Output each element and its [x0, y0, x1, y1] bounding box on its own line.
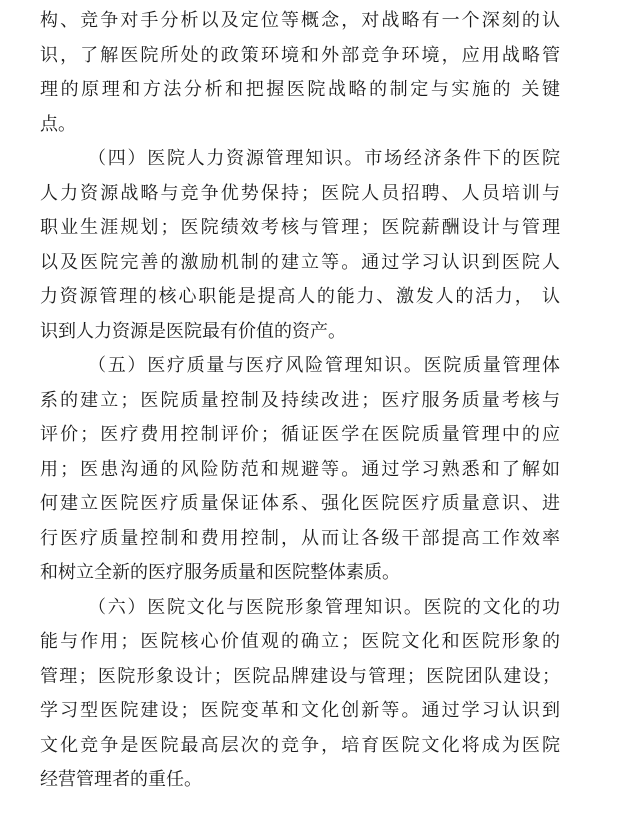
text-line: 能与作用；医院核心价值观的确立；医院文化和医院形象的 [40, 631, 560, 652]
text-line: 文化竞争是医院最高层次的竞争，培育医院文化将成为医院 [40, 734, 560, 756]
text-line: 人力资源战略与竞争优势保持；医院人员招聘、人员培训与 [40, 182, 560, 204]
text-line: 经营管理者的重任。 [40, 769, 202, 790]
text-line: 识，了解医院所处的政策环境和外部竞争环境，应用战略管 [40, 44, 560, 66]
text-line: 用；医患沟通的风险防范和规避等。通过学习熟悉和了解如 [40, 458, 560, 480]
text-line: 识到人力资源是医院最有价值的资产。 [40, 320, 346, 342]
text-line: 行医疗质量控制和费用控制，从而让各级干部提高工作效率 [40, 527, 560, 549]
paragraph-quality-risk [40, 349, 560, 591]
text-line: 管理；医院形象设计；医院品牌建设与管理；医院团队建设； [40, 665, 560, 687]
text-line: 职业生涯规划；医院绩效考核与管理；医院薪酬设计与管理 [40, 217, 560, 238]
text-line: 和树立全新的医疗服务质量和医院整体素质。 [40, 562, 400, 583]
text-line: 学习型医院建设；医院变革和文化创新等。通过学习认识到 [40, 700, 560, 721]
text-line: 系的建立；医院质量控制及持续改进；医疗服务质量考核与 [40, 389, 560, 411]
text-line: 构、竞争对手分析以及定位等概念，对战略有一个深刻的认 [40, 10, 560, 31]
text-line: （六）医院文化与医院形象管理知识。医院的文化的功 [88, 596, 560, 618]
text-line: （五）医疗质量与医疗风险管理知识。医院质量管理体 [88, 355, 560, 376]
document-page [40, 4, 560, 798]
text-line: 力资源管理的核心职能是提高人的能力、激发人的活力， 认 [40, 286, 560, 307]
paragraph-human-resources [40, 142, 560, 349]
text-line: 理的原理和方法分析和把握医院战略的制定与实施的 关键 [40, 79, 560, 100]
text-line: 评价；医疗费用控制评价；循证医学在医院质量管理中的应 [40, 424, 560, 445]
text-line: （四）医院人力资源管理知识。市场经济条件下的医院 [88, 148, 560, 169]
paragraph-strategy-continued [40, 4, 560, 142]
paragraph-culture-image [40, 591, 560, 798]
text-line: 何建立医院医疗质量保证体系、强化医院医疗质量意识、进 [40, 493, 560, 514]
text-line: 以及医院完善的激励机制的建立等。通过学习认识到医院人 [40, 251, 560, 273]
text-line: 点。 [40, 113, 76, 135]
